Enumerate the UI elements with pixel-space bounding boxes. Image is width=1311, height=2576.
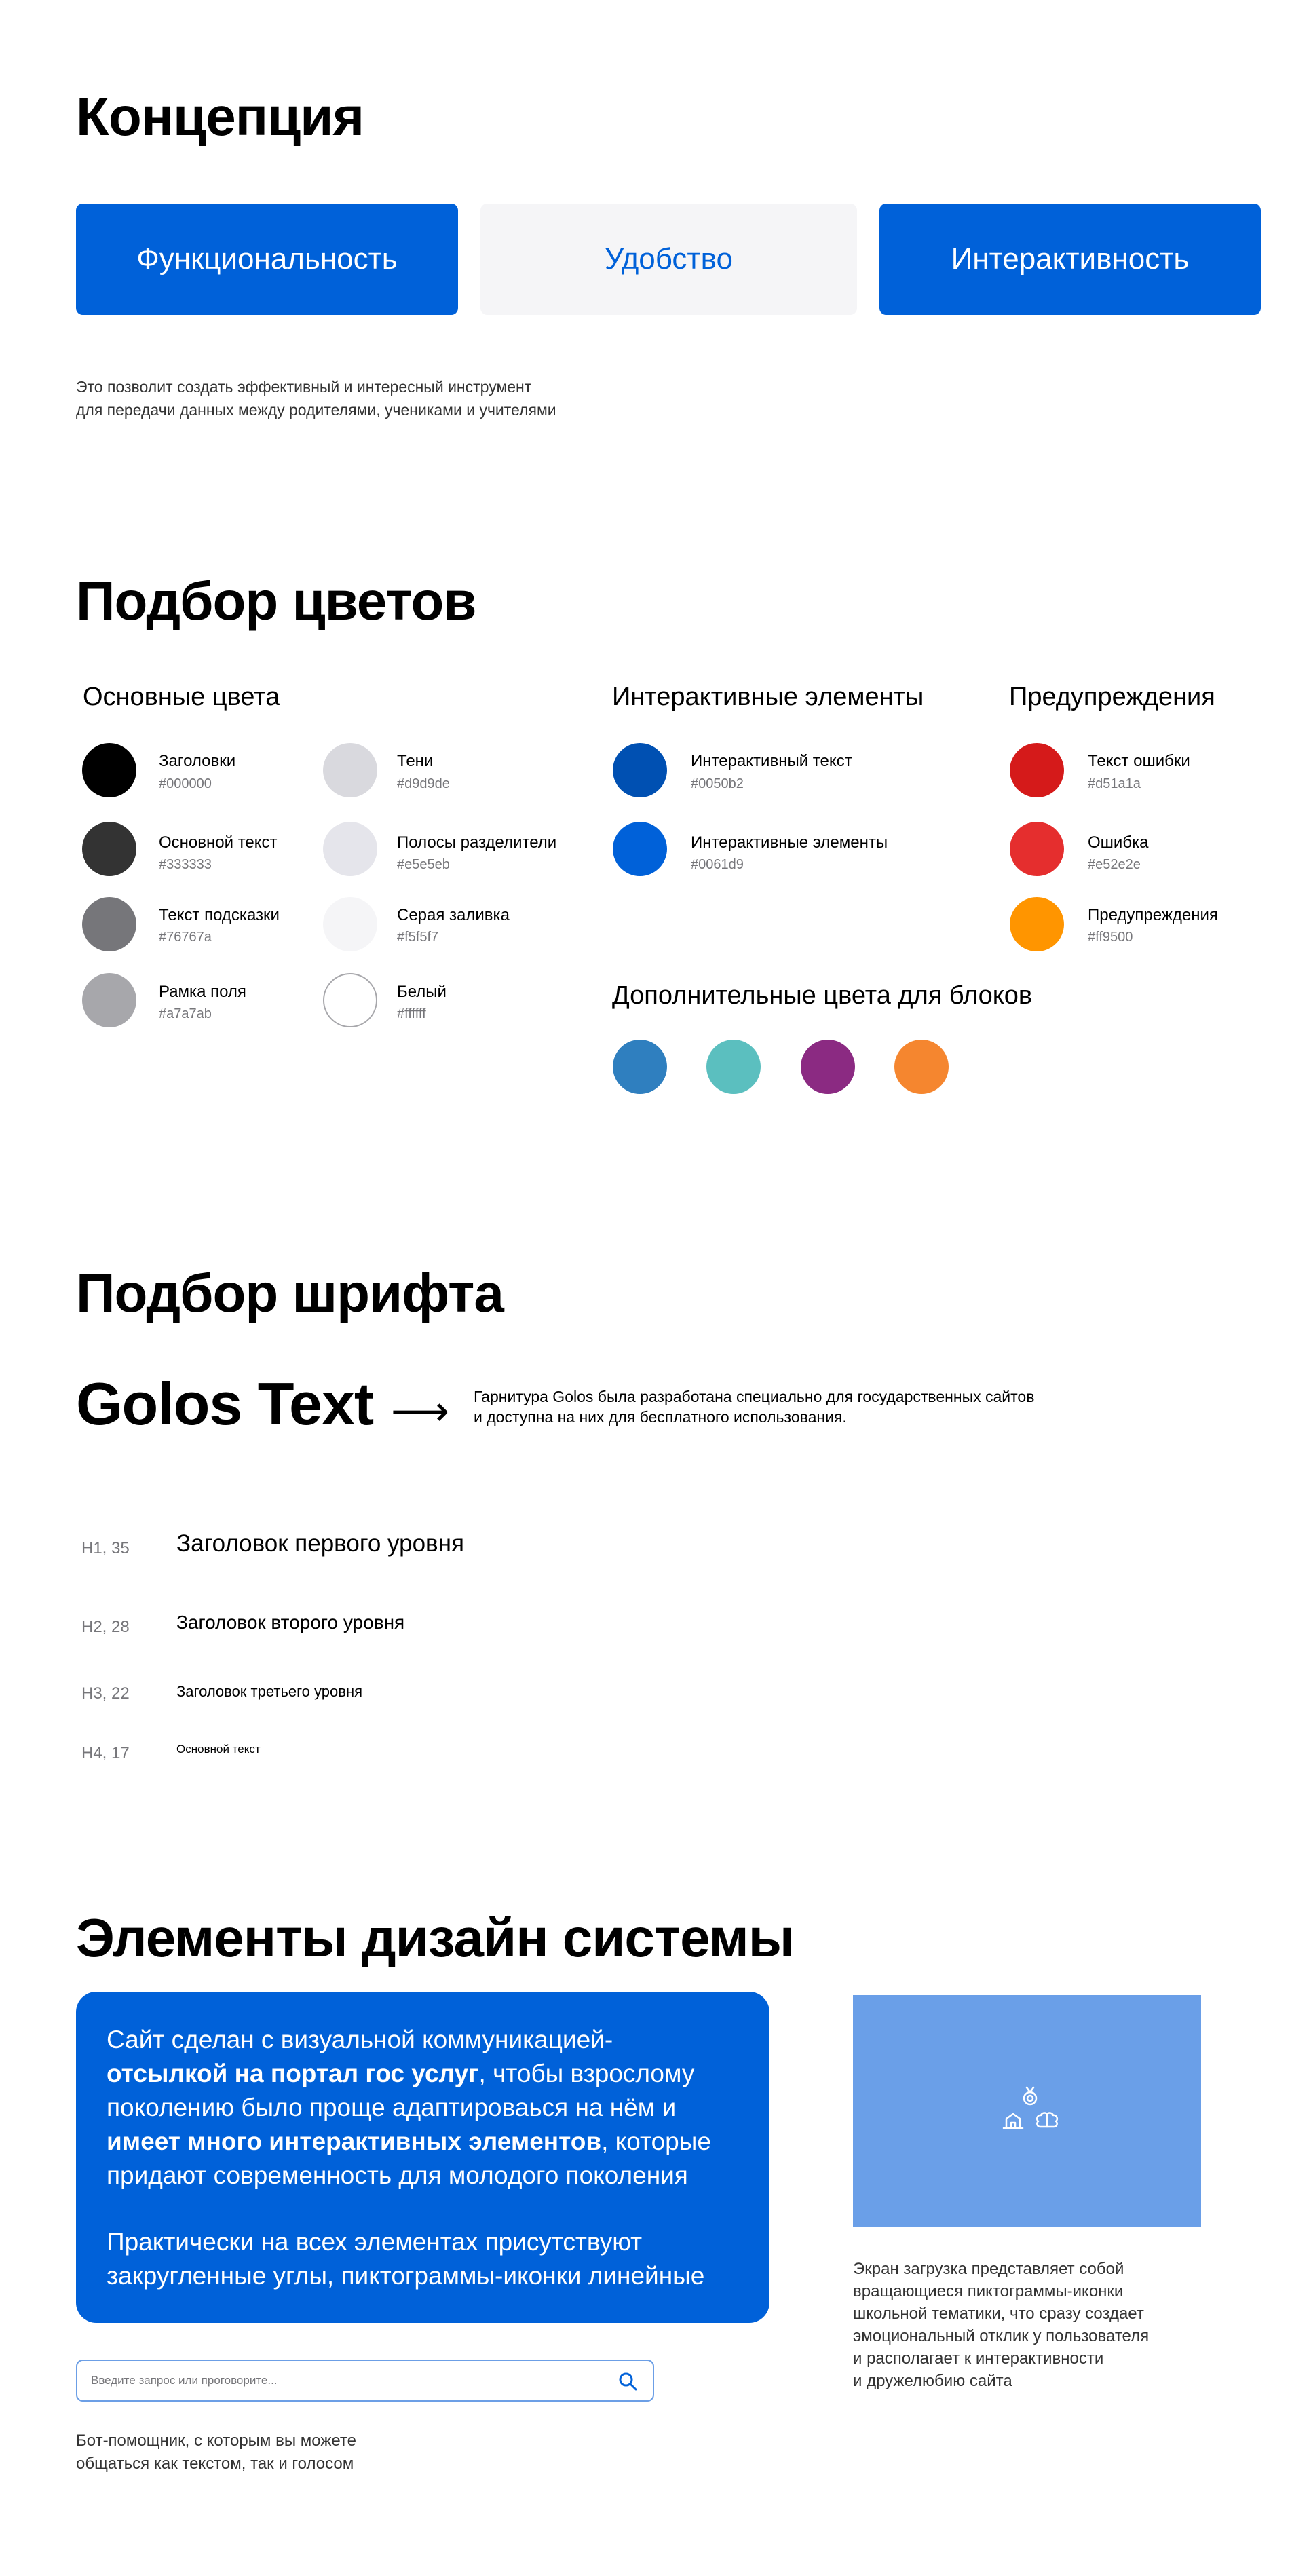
search-icon[interactable]: [618, 2371, 638, 2391]
loader-description-line: Экран загрузка представляет собой: [853, 2260, 1124, 2278]
color-hex: #ffffff: [397, 1006, 426, 1021]
color-hex: #76767a: [159, 930, 212, 945]
extra-color-swatch: [894, 1040, 949, 1094]
color-swatch-interactive-elements: [613, 822, 667, 876]
typo-sample-h2: Заголовок второго уровня: [176, 1612, 405, 1633]
font-name: Golos Text: [76, 1370, 374, 1437]
warning-colors-title: Предупреждения: [1009, 683, 1215, 711]
color-name: Текст ошибки: [1088, 752, 1190, 770]
color-name: Текст подсказки: [159, 906, 280, 924]
color-hex: #ff9500: [1088, 930, 1133, 945]
bot-description-line: общаться как текстом, так и голосом: [76, 2455, 354, 2473]
color-swatch-body-text: [82, 822, 136, 876]
info-text: , чтобы взрослому поколению было проще адаптироваься на нём и: [107, 2060, 695, 2121]
search-input[interactable]: [91, 2368, 607, 2393]
color-hex: #0061d9: [691, 857, 744, 872]
loader-description-line: эмоциональный отклик у пользователя: [853, 2327, 1150, 2345]
typo-level-tag: H4, 17: [81, 1744, 130, 1762]
info-card-paragraph: Практически на всех элементах присутствуют закругленные углы, пиктограммы-иконки линейные: [107, 2228, 705, 2290]
extra-colors-title: Дополнительные цвета для блоков: [612, 981, 1033, 1010]
color-hex: #0050b2: [691, 776, 744, 791]
info-text-bold: отсылкой на портал гос услуг: [107, 2060, 479, 2087]
extra-color-swatch: [801, 1040, 855, 1094]
color-swatch-field-border: [82, 973, 136, 1027]
concept-note: [76, 375, 556, 421]
loading-screen-preview: [853, 1995, 1201, 2227]
info-text: Сайт сделан с визуальной коммуникацией-: [107, 2026, 613, 2053]
color-swatch-headings: [82, 743, 136, 797]
color-name: Ошибка: [1088, 833, 1149, 852]
font-description-line: Гарнитура Golos была разработана специально для государственных сайтов: [474, 1388, 1035, 1405]
font-title: Подбор шрифта: [76, 1263, 504, 1323]
color-swatch-shadows: [323, 743, 377, 797]
color-hex: #000000: [159, 776, 212, 791]
interactive-colors-title: Интерактивные элементы: [612, 683, 924, 711]
color-hex: #e5e5eb: [397, 857, 450, 872]
color-hex: #f5f5f7: [397, 930, 439, 945]
arrow-right-icon: ⟶: [391, 1388, 450, 1434]
color-hex: #333333: [159, 857, 212, 872]
color-swatch-white: [323, 973, 377, 1027]
font-description: [474, 1386, 1034, 1427]
typo-level-tag: H2, 28: [81, 1618, 130, 1636]
color-swatch-hint-text: [82, 897, 136, 951]
color-name: Тени: [397, 752, 434, 770]
concept-note-line: Это позволит создать эффективный и интересный инструмент: [76, 378, 532, 396]
color-swatch-error: [1010, 822, 1064, 876]
colors-title: Подбор цветов: [76, 571, 476, 631]
color-hex: #e52e2e: [1088, 857, 1141, 872]
color-name: Белый: [397, 983, 446, 1001]
concept-card-functionality: Функциональность: [76, 204, 458, 315]
typo-level-tag: H3, 22: [81, 1684, 130, 1703]
color-hex: #d9d9de: [397, 776, 450, 791]
bot-description-line: Бот-помощник, с которым вы можете: [76, 2431, 357, 2450]
concept-note-line: для передачи данных между родителями, учениками и учителями: [76, 401, 556, 419]
color-name: Основной текст: [159, 833, 278, 852]
color-swatch-dividers: [323, 822, 377, 876]
extra-color-swatch: [706, 1040, 761, 1094]
info-text: , которые придают современность для молодого поколения: [107, 2127, 711, 2189]
color-swatch-warning: [1010, 897, 1064, 951]
concept-title: Концепция: [76, 86, 364, 147]
info-card-paragraph: [107, 2023, 739, 2193]
color-swatch-gray-fill: [323, 897, 377, 951]
info-text-bold: имеет много интерактивных элементов: [107, 2127, 602, 2155]
color-swatch-interactive-text: [613, 743, 667, 797]
loader-description: [853, 2258, 1149, 2392]
main-colors-title: Основные цвета: [83, 683, 280, 711]
color-name: Интерактивный текст: [691, 752, 852, 770]
color-name: Рамка поля: [159, 983, 246, 1001]
concept-card-interactivity: Интерактивность: [879, 204, 1261, 315]
loader-description-line: и располагает к интерактивности: [853, 2349, 1104, 2368]
typo-sample-h3: Заголовок третьего уровня: [176, 1683, 363, 1700]
color-name: Серая заливка: [397, 906, 510, 924]
color-name: Интерактивные элементы: [691, 833, 888, 852]
color-name: Полосы разделители: [397, 833, 557, 852]
loader-description-line: школьной тематики, что сразу создает: [853, 2305, 1144, 2323]
design-system-title: Элементы дизайн системы: [76, 1908, 795, 1968]
color-name: Заголовки: [159, 752, 236, 770]
typo-sample-h4: Основной текст: [176, 1743, 261, 1756]
color-hex: #d51a1a: [1088, 776, 1141, 791]
loader-description-line: вращающиеся пиктограммы-иконки: [853, 2282, 1124, 2300]
loader-pictograms-icon: [1000, 2083, 1061, 2138]
typo-level-tag: H1, 35: [81, 1539, 130, 1557]
bot-description: [76, 2429, 356, 2476]
color-hex: #a7a7ab: [159, 1006, 212, 1021]
search-field[interactable]: [76, 2360, 654, 2402]
loader-description-line: и дружелюбию сайта: [853, 2372, 1012, 2390]
concept-card-convenience: Удобство: [480, 204, 857, 315]
color-name: Предупреждения: [1088, 906, 1218, 924]
color-swatch-error-text: [1010, 743, 1064, 797]
extra-color-swatch: [613, 1040, 667, 1094]
info-card: [76, 1992, 770, 2323]
typo-sample-h1: Заголовок первого уровня: [176, 1530, 464, 1557]
font-description-line: и доступна на них для бесплатного использования.: [474, 1408, 847, 1426]
